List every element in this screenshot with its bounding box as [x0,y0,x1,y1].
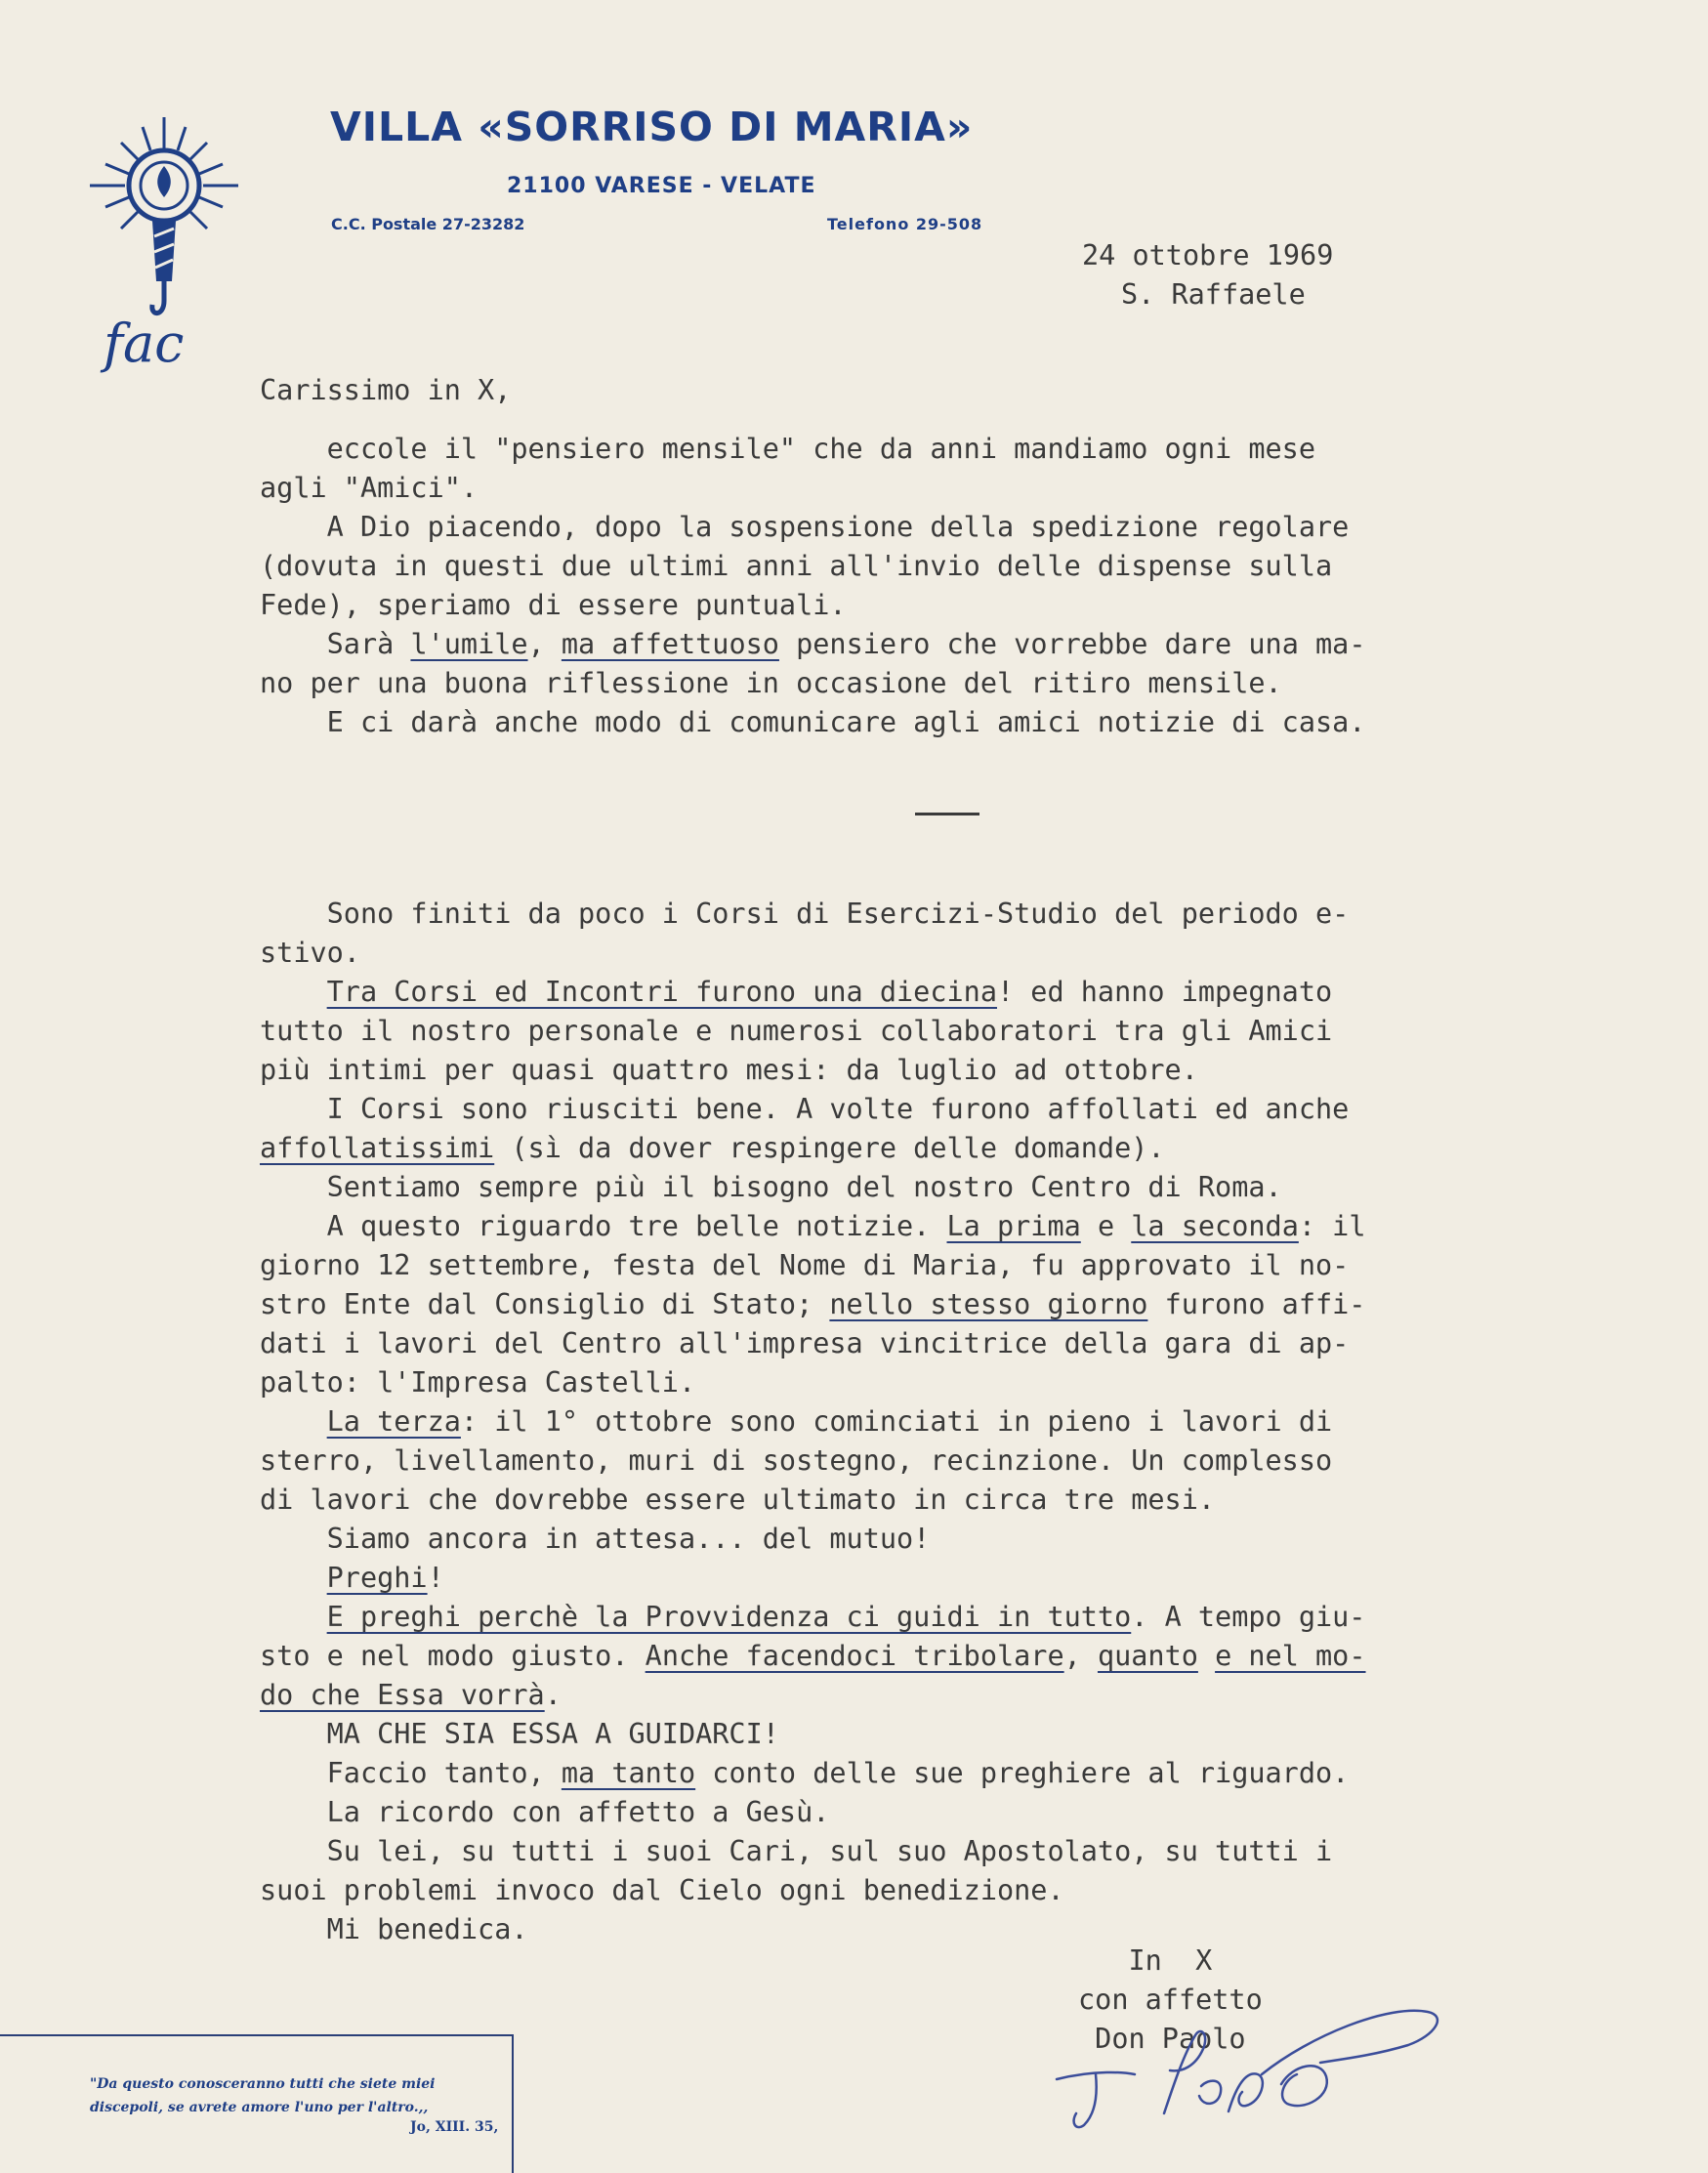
underlined-emphasis: La prima [946,1210,1081,1242]
underlined-emphasis: Preghi [326,1562,428,1594]
section-divider [915,813,979,815]
news-line: giorno 12 settembre, festa del Nome di Maria, fu approvato il no- [260,1249,1350,1281]
intro-line: (dovuta in questi due ultimi anni all'invio delle dispense sulla [260,550,1333,582]
letter-feast: S. Raffaele [1121,278,1306,311]
news-line: do che Essa vorrà. [260,1679,562,1711]
news-line: La ricordo con affetto a Gesù. [260,1796,830,1828]
news-line: La terza: il 1° ottobre sono cominciati in pieno i lavori di [326,1405,1333,1438]
news-line: stivo. [260,937,360,969]
letter-date: 24 ottobre 1969 [1082,239,1334,272]
intro-paragraph [260,430,1365,742]
news-line: dati i lavori del Centro all'impresa vincitrice della gara di ap- [260,1327,1350,1359]
underlined-emphasis: E preghi perchè la Provvidenza ci guidi in tutto [326,1601,1132,1633]
news-line: E preghi perchè la Provvidenza ci guidi in tutto. A tempo giu- [326,1601,1366,1633]
underlined-emphasis: la seconda [1131,1210,1299,1242]
letterhead-city: 21100 VARESE - VELATE [507,174,816,198]
underlined-emphasis: l'umile [410,628,528,660]
intro-line: Sarà l'umile, ma affettuoso pensiero che vorrebbe dare una ma- [260,628,1366,660]
underlined-emphasis: Anche facendoci tribolare [645,1640,1064,1672]
news-line: Su lei, su tutti i suoi Cari, sul suo Apostolato, su tutti i [260,1835,1333,1867]
news-line: sterro, livellamento, muri di sostegno, recinzione. Un complesso [260,1444,1333,1477]
news-line: tutto il nostro personale e numerosi collaboratori tra gli Amici [260,1015,1333,1047]
news-line: A questo riguardo tre belle notizie. La prima e la seconda: il [260,1210,1366,1242]
intro-line: no per una buona riflessione in occasione del ritiro mensile. [260,667,1282,699]
letterhead-title: VILLA «SORRISO DI MARIA» [330,104,974,150]
salutation: Carissimo in X, [260,374,512,406]
news-line: Sentiamo sempre più il bisogno del nostro Centro di Roma. [260,1171,1282,1203]
closing-line: Don Paolo [1078,2023,1246,2055]
news-paragraph [260,895,1366,1949]
underlined-emphasis: quanto [1097,1640,1198,1672]
intro-line: E ci darà anche modo di comunicare agli amici notizie di casa. [260,706,1366,738]
news-line: più intimi per quasi quattro mesi: da luglio ad ottobre. [260,1054,1198,1086]
news-line: Mi benedica. [260,1913,528,1945]
news-line: Faccio tanto, ma tanto conto delle sue preghiere al riguardo. [260,1757,1350,1789]
letterhead-phone: Telefono 29-508 [827,215,983,233]
closing-line: In X [1078,1944,1213,1977]
news-line: suoi problemi invoco dal Cielo ogni benedizione. [260,1874,1064,1906]
news-line: Sono finiti da poco i Corsi di Esercizi-Studio del periodo e- [260,898,1350,930]
intro-line: agli "Amici". [260,472,479,504]
news-line: Tra Corsi ed Incontri furono una diecina! ed hanno impegnato [326,976,1333,1008]
underlined-emphasis: affollatissimi [260,1132,495,1164]
handwritten-signature [1037,1977,1457,2162]
intro-line: Fede), speriamo di essere puntuali. [260,589,847,621]
logo-wordmark: fac [104,313,185,374]
news-line: I Corsi sono riusciti bene. A volte furono affollati ed anche [260,1093,1350,1125]
underlined-emphasis: ma tanto [561,1757,696,1789]
underlined-emphasis: Tra Corsi ed Incontri furono una diecina [326,976,997,1008]
news-line: MA CHE SIA ESSA A GUIDARCI! [260,1718,779,1750]
news-line: affollatissimi (sì da dover respingere delle domande). [260,1132,1165,1164]
underlined-emphasis: do che Essa vorrà [260,1679,545,1711]
news-line: sto e nel modo giusto. Anche facendoci tribolare, quanto e nel mo- [260,1640,1366,1672]
underlined-emphasis: La terza [326,1405,461,1438]
underlined-emphasis: ma affettuoso [561,628,779,660]
news-line: Preghi! [326,1562,444,1594]
news-line: palto: l'Impresa Castelli. [260,1366,696,1399]
letterhead-postal-account: C.C. Postale 27-23282 [331,215,525,233]
closing-line: con affetto [1078,1984,1263,2016]
underlined-emphasis: nello stesso giorno [829,1288,1148,1320]
intro-line: eccole il "pensiero mensile" che da anni mandiamo ogni mese [260,433,1315,465]
footer-quote: "Da questo conosceranno tutti che siete miei discepoli, se avrete amore l'uno per l'altro.,, [90,2076,436,2115]
intro-line: A Dio piacendo, dopo la sospensione della spedizione regolare [260,511,1350,543]
news-line: di lavori che dovrebbe essere ultimato in circa tre mesi. [260,1483,1216,1516]
news-line: stro Ente dal Consiglio di Stato; nello stesso giorno furono affi- [260,1288,1366,1320]
footer-quote-reference: Jo, XIII. 35, [410,2119,499,2135]
underlined-emphasis: e nel mo- [1215,1640,1366,1672]
news-line: Siamo ancora in attesa... del mutuo! [260,1523,931,1555]
